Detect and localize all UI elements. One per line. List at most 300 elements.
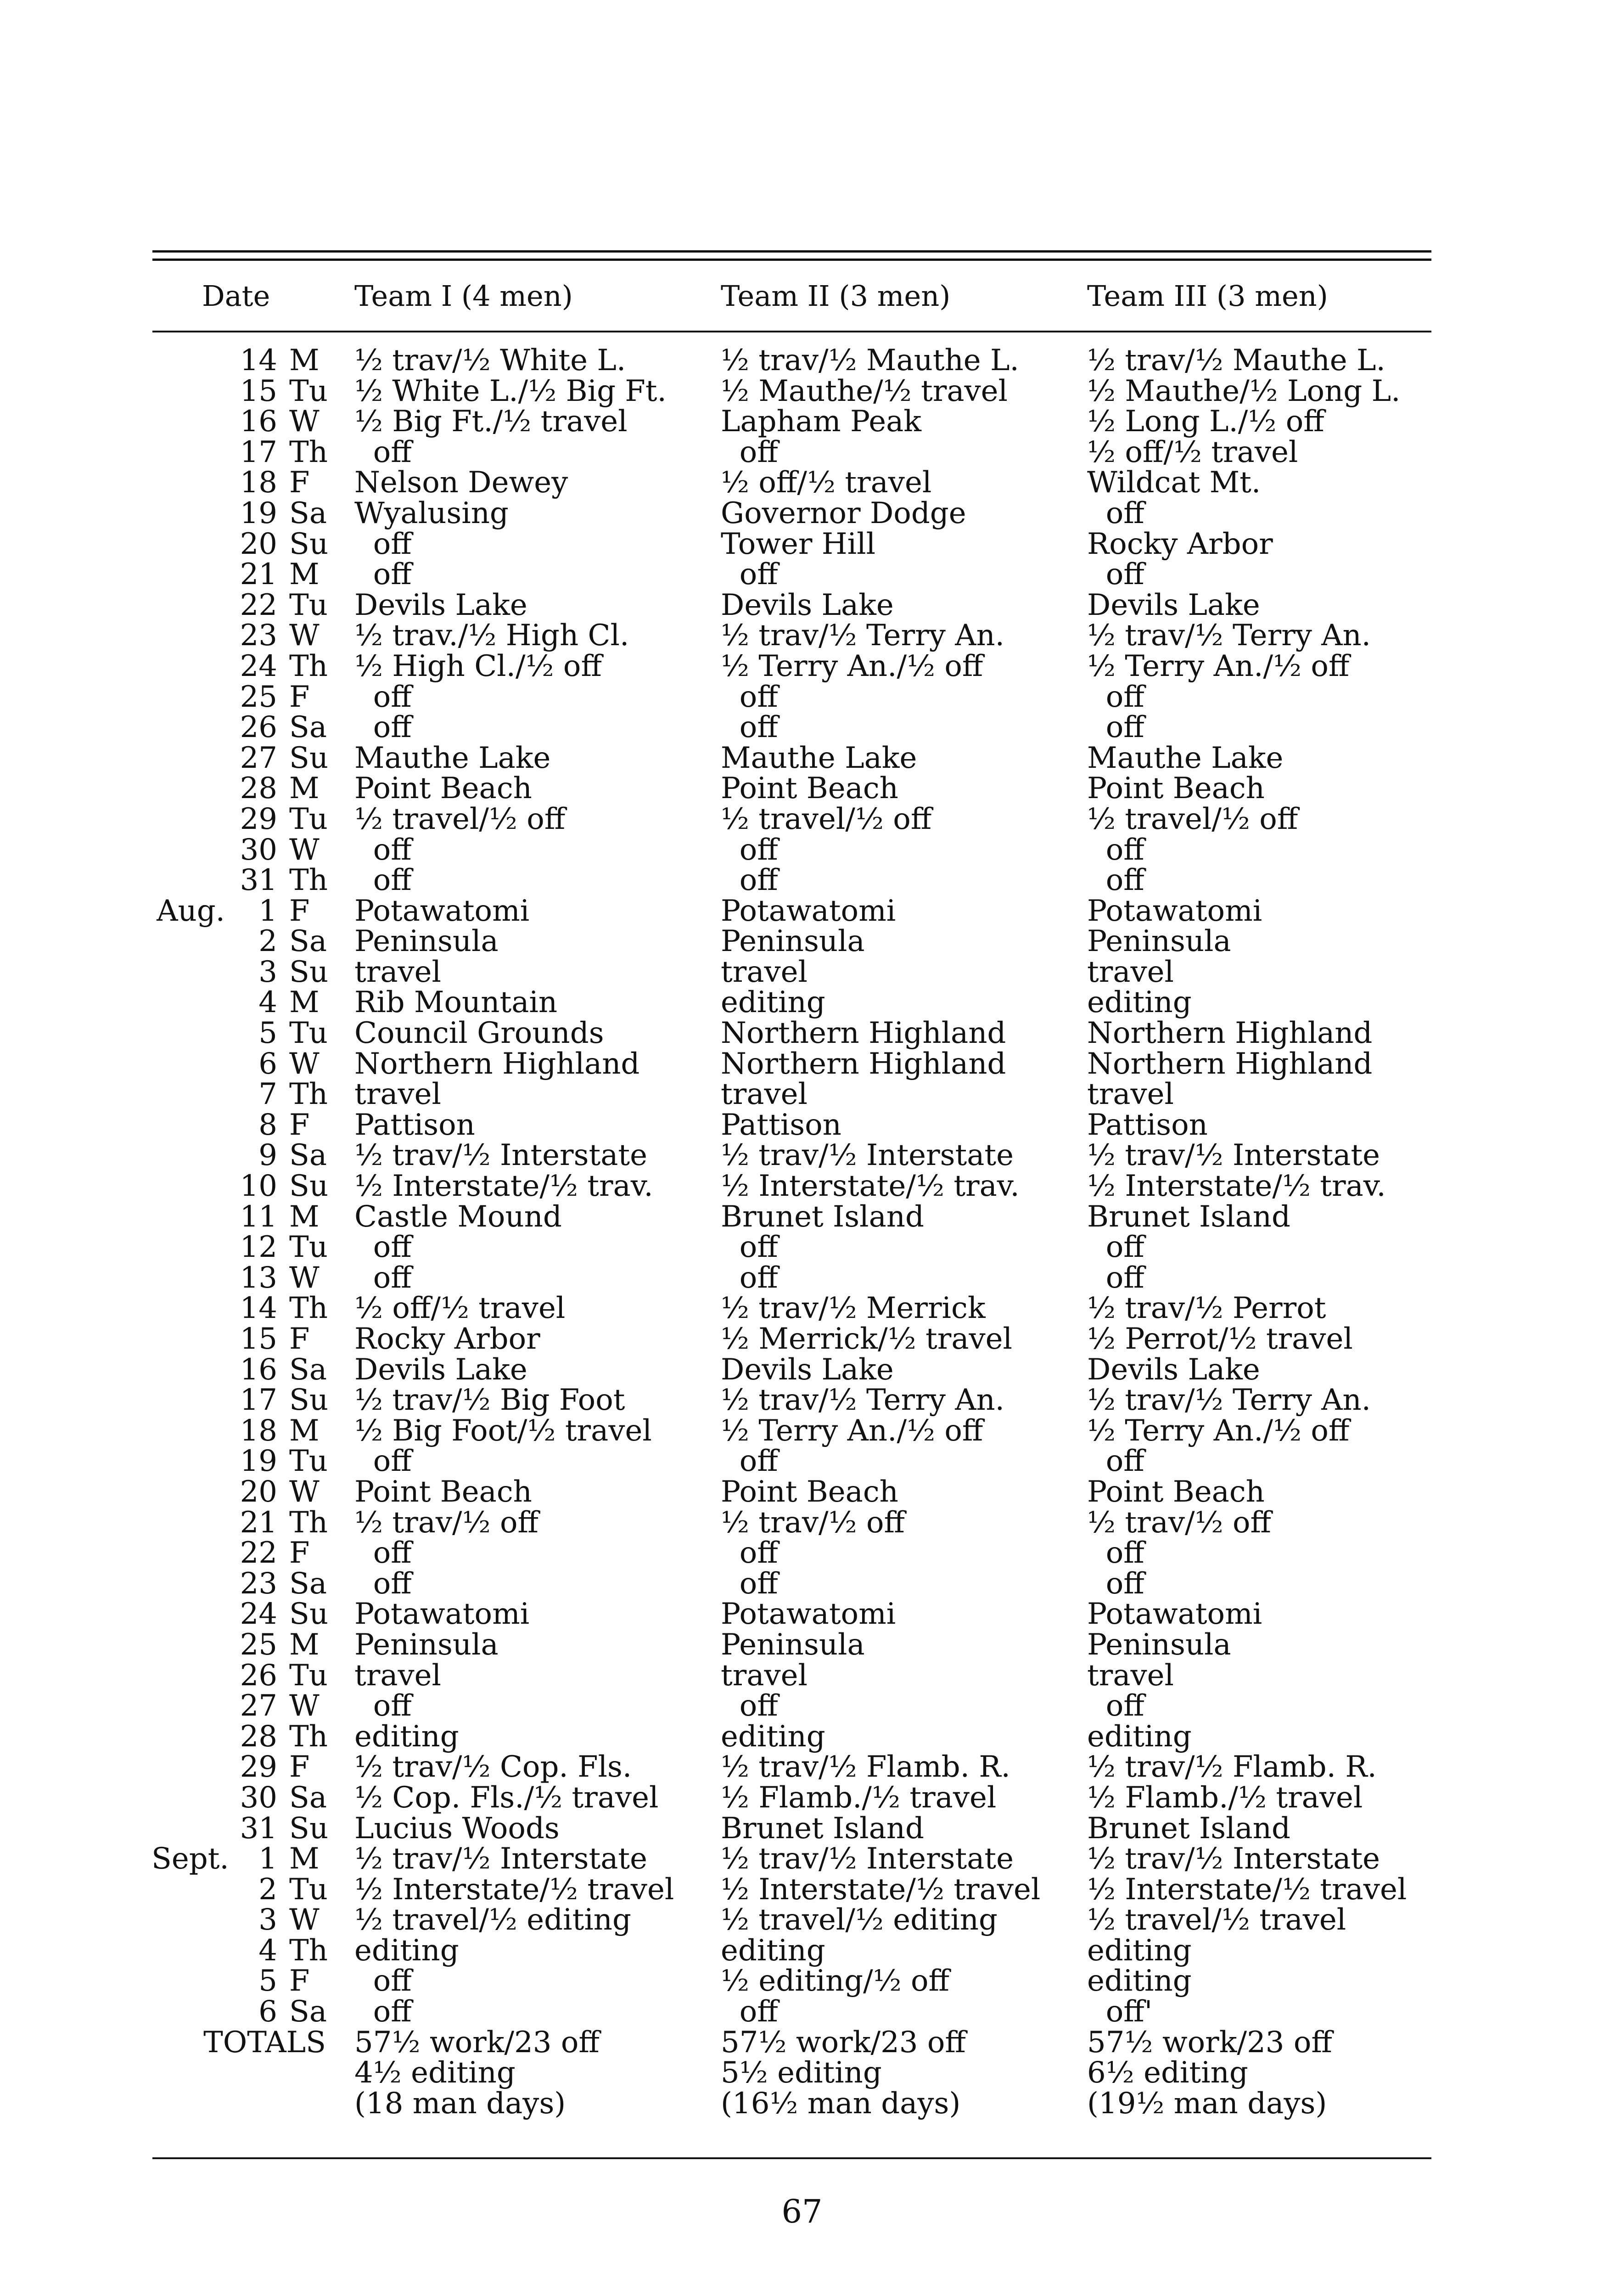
date-number: 30 (240, 833, 277, 867)
team-1-cell: editing (354, 1933, 459, 1968)
team-3-cell: off' (1087, 1995, 1153, 2029)
date-weekday: Th (289, 1933, 328, 1968)
team-1-cell: off (354, 1536, 412, 1570)
table-row (0, 529, 1604, 560)
date-number: 18 (240, 1413, 277, 1448)
date-weekday: W (289, 1689, 320, 1723)
date-weekday: Th (289, 1719, 328, 1754)
team-2-cell: off (721, 435, 778, 469)
team-3-cell: ½ trav/½ Terry An. (1087, 619, 1371, 653)
date-number: 16 (240, 405, 277, 439)
totals-t1-line: 57½ work/23 off (354, 2025, 600, 2060)
team-2-cell: off (721, 1689, 778, 1723)
team-2-cell: ½ Terry An./½ off (721, 1413, 983, 1448)
team-2-cell: ½ Terry An./½ off (721, 649, 983, 683)
table-row (0, 865, 1604, 896)
table-row (0, 1293, 1604, 1324)
team-1-cell: ½ trav/½ off (354, 1505, 538, 1540)
team-1-cell: travel (354, 1658, 441, 1693)
team-3-cell: travel (1087, 955, 1174, 989)
team-1-cell: travel (354, 955, 441, 989)
date-number: 28 (240, 1719, 277, 1754)
team-3-cell: Potawatomi (1087, 894, 1262, 928)
date-weekday: Tu (289, 374, 328, 408)
team-3-cell: ½ trav/½ Flamb. R. (1087, 1750, 1377, 1784)
team-2-cell: editing (721, 1933, 825, 1968)
totals-t3-line: 57½ work/23 off (1087, 2025, 1332, 2060)
table-row (0, 590, 1604, 621)
date-weekday: F (289, 1322, 310, 1356)
team-2-cell: off (721, 863, 778, 898)
date-number: 15 (240, 374, 277, 408)
team-3-cell: Point Beach (1087, 1474, 1265, 1509)
table-row (0, 1018, 1604, 1049)
date-weekday: Tu (289, 1444, 328, 1479)
table-row (0, 345, 1604, 376)
team-3-cell: Mauthe Lake (1087, 741, 1284, 775)
table-row (0, 1752, 1604, 1783)
date-weekday: Sa (289, 1780, 327, 1815)
date-number: 5 (258, 1016, 277, 1051)
team-2-cell: Tower Hill (721, 527, 876, 561)
date-number: 4 (258, 1933, 277, 1968)
team-3-cell: Peninsula (1087, 1627, 1231, 1662)
date-number: 17 (240, 1383, 277, 1418)
team-2-cell: Potawatomi (721, 1597, 896, 1632)
date-weekday: Sa (289, 1352, 327, 1387)
team-1-cell: ½ Interstate/½ travel (354, 1872, 674, 1907)
date-weekday: Su (289, 741, 329, 775)
team-1-cell: travel (354, 1077, 441, 1112)
date-weekday: Sa (289, 924, 327, 959)
team-3-cell: editing (1087, 1964, 1192, 1998)
team-2-cell: Pattison (721, 1108, 841, 1142)
table-row (0, 1966, 1604, 1997)
date-number: 25 (240, 1627, 277, 1662)
date-weekday: W (289, 1903, 320, 1937)
team-3-cell: Point Beach (1087, 771, 1265, 806)
team-2-cell: ½ Flamb./½ travel (721, 1780, 997, 1815)
team-3-cell: off (1087, 1261, 1144, 1295)
team-2-cell: off (721, 680, 778, 714)
date-weekday: Su (289, 1811, 329, 1846)
date-weekday: Tu (289, 588, 328, 622)
team-3-cell: Potawatomi (1087, 1597, 1262, 1632)
table-row (0, 467, 1604, 498)
team-1-cell: ½ trav/½ Big Foot (354, 1383, 625, 1418)
team-2-cell: travel (721, 1658, 808, 1693)
date-weekday: Su (289, 1383, 329, 1418)
date-number: 20 (240, 1474, 277, 1509)
table-row (0, 1199, 1604, 1234)
team-1-cell: ½ trav/½ White L. (354, 343, 626, 377)
team-1-cell: off (354, 1689, 412, 1723)
date-weekday: Sa (289, 1138, 327, 1173)
table-row (0, 1446, 1604, 1477)
date-weekday: Th (289, 863, 328, 898)
totals-t1-line: 4½ editing (354, 2056, 516, 2090)
team-3-cell: off (1087, 680, 1144, 714)
table-row (0, 1780, 1604, 1815)
team-1-cell: Potawatomi (354, 1597, 530, 1632)
table-row (0, 1813, 1604, 1844)
team-2-cell: ½ trav/½ Terry An. (721, 619, 1004, 653)
date-weekday: F (289, 680, 310, 714)
date-number: 26 (240, 710, 277, 745)
date-number: 14 (240, 343, 277, 377)
team-3-cell: off (1087, 1444, 1144, 1479)
date-weekday: F (289, 466, 310, 500)
header-rule (152, 331, 1431, 332)
team-3-cell: ½ Long L./½ off (1087, 405, 1324, 439)
date-weekday: W (289, 619, 320, 653)
team-3-cell: ½ Terry An./½ off (1087, 1413, 1350, 1448)
team-3-cell: Rocky Arbor (1087, 527, 1273, 561)
team-1-cell: off (354, 1261, 412, 1295)
date-weekday: Tu (289, 1658, 328, 1693)
team-1-cell: Mauthe Lake (354, 741, 551, 775)
table-row (0, 437, 1604, 468)
team-3-cell: ½ Mauthe/½ Long L. (1087, 374, 1401, 408)
date-weekday: M (289, 1627, 320, 1662)
team-2-cell: ½ editing/½ off (721, 1964, 949, 1998)
team-1-cell: editing (354, 1719, 459, 1754)
date-number: 14 (240, 1291, 277, 1326)
totals-label: TOTALS (203, 2025, 326, 2060)
team-2-cell: travel (721, 955, 808, 989)
table-row (0, 957, 1604, 988)
team-1-cell: Rib Mountain (354, 985, 558, 1020)
team-2-cell: editing (721, 1719, 825, 1754)
team-3-cell: Devils Lake (1087, 1352, 1260, 1387)
date-number: 22 (240, 588, 277, 622)
date-number: 10 (240, 1169, 277, 1204)
table-row (0, 651, 1604, 682)
table-row (0, 1079, 1604, 1110)
team-2-cell: Brunet Island (721, 1811, 924, 1846)
table-row (0, 804, 1604, 835)
table-row (0, 773, 1604, 804)
date-weekday: M (289, 771, 320, 806)
header-team-3: Team III (3 men) (1087, 279, 1328, 313)
table-row (0, 1538, 1604, 1569)
totals-t2-line: 57½ work/23 off (721, 2025, 966, 2060)
schedule-table-body (0, 345, 1604, 2119)
date-number: 16 (240, 1352, 277, 1387)
date-number: 15 (240, 1322, 277, 1356)
table-row (0, 1474, 1604, 1509)
date-number: 1 (258, 894, 277, 928)
team-3-cell: ½ off/½ travel (1087, 435, 1298, 469)
date-weekday: W (289, 1474, 320, 1509)
team-3-cell: ½ Perrot/½ travel (1087, 1322, 1353, 1356)
totals-t1-line: (18 man days) (354, 2086, 566, 2121)
team-1-cell: off (354, 1964, 412, 1998)
table-row (0, 712, 1604, 743)
team-2-cell: editing (721, 985, 825, 1020)
team-2-cell: Northern Highland (721, 1016, 1006, 1051)
team-2-cell: ½ trav/½ Interstate (721, 1138, 1014, 1173)
date-number: 24 (240, 649, 277, 683)
table-row (0, 1660, 1604, 1691)
team-1-cell: Lucius Woods (354, 1811, 560, 1846)
date-weekday: W (289, 1261, 320, 1295)
team-2-cell: ½ trav/½ off (721, 1505, 905, 1540)
team-3-cell: ½ travel/½ off (1087, 802, 1298, 836)
team-1-cell: ½ trav/½ Cop. Fls. (354, 1750, 632, 1784)
team-3-cell: ½ Interstate/½ travel (1087, 1872, 1407, 1907)
date-number: 31 (240, 863, 277, 898)
date-weekday: Su (289, 955, 329, 989)
table-row (0, 1232, 1604, 1263)
team-2-cell: Potawatomi (721, 894, 896, 928)
team-1-cell: Peninsula (354, 924, 499, 959)
date-number: 6 (258, 1995, 277, 2029)
team-1-cell: off (354, 680, 412, 714)
team-1-cell: ½ travel/½ editing (354, 1903, 631, 1937)
team-2-cell: travel (721, 1077, 808, 1112)
team-1-cell: Rocky Arbor (354, 1322, 540, 1356)
team-1-cell: ½ Big Ft./½ travel (354, 405, 628, 439)
date-number: 22 (240, 1536, 277, 1570)
date-number: 3 (258, 1903, 277, 1937)
table-row (0, 1905, 1604, 1936)
date-weekday: Su (289, 527, 329, 561)
team-2-cell: Peninsula (721, 1627, 865, 1662)
date-number: 9 (258, 1138, 277, 1173)
team-3-cell: editing (1087, 1933, 1192, 1968)
team-3-cell: travel (1087, 1658, 1174, 1693)
date-number: 31 (240, 1811, 277, 1846)
team-1-cell: off (354, 710, 412, 745)
team-3-cell: ½ Flamb./½ travel (1087, 1780, 1363, 1815)
date-number: 27 (240, 1689, 277, 1723)
date-weekday: Th (289, 1291, 328, 1326)
date-number: 2 (258, 1872, 277, 1907)
top-double-rule-upper (152, 250, 1431, 253)
team-1-cell: Wyalusing (354, 496, 509, 530)
team-1-cell: ½ trav/½ Interstate (354, 1138, 647, 1173)
table-row (0, 987, 1604, 1018)
date-weekday: Sa (289, 1566, 327, 1601)
team-2-cell: off (721, 833, 778, 867)
table-row (0, 1933, 1604, 1968)
table-row (0, 1599, 1604, 1630)
date-weekday: Th (289, 435, 328, 469)
header-date: Date (202, 279, 270, 313)
table-row (0, 835, 1604, 866)
team-2-cell: ½ trav/½ Merrick (721, 1291, 986, 1326)
table-row (0, 1049, 1604, 1080)
date-weekday: M (289, 985, 320, 1020)
team-3-cell: off (1087, 1230, 1144, 1265)
team-1-cell: ½ High Cl./½ off (354, 649, 602, 683)
team-2-cell: ½ trav/½ Flamb. R. (721, 1750, 1010, 1784)
team-2-cell: Lapham Peak (721, 405, 922, 439)
team-3-cell: off (1087, 833, 1144, 867)
date-weekday: Sa (289, 710, 327, 745)
team-1-cell: Devils Lake (354, 588, 527, 622)
team-3-cell: ½ trav/½ Interstate (1087, 1842, 1380, 1876)
team-2-cell: off (721, 1444, 778, 1479)
team-1-cell: Devils Lake (354, 1352, 527, 1387)
date-number: 29 (240, 802, 277, 836)
date-weekday: Sa (289, 496, 327, 530)
date-weekday: Tu (289, 1872, 328, 1907)
table-row (0, 620, 1604, 651)
date-weekday: Tu (289, 1016, 328, 1051)
date-number: 21 (240, 1505, 277, 1540)
team-3-cell: off (1087, 496, 1144, 530)
table-row (0, 682, 1604, 713)
table-row (0, 1385, 1604, 1416)
totals-t2-line: (16½ man days) (721, 2086, 961, 2121)
date-weekday: Su (289, 1597, 329, 1632)
team-2-cell: Devils Lake (721, 588, 894, 622)
team-3-cell: off (1087, 1689, 1144, 1723)
date-weekday: M (289, 1842, 320, 1876)
date-weekday: F (289, 894, 310, 928)
date-weekday: W (289, 405, 320, 439)
table-row (0, 896, 1604, 927)
date-weekday: W (289, 1047, 320, 1081)
team-1-cell: ½ trav/½ Interstate (354, 1842, 647, 1876)
team-1-cell: ½ trav./½ High Cl. (354, 619, 629, 653)
date-number: 12 (240, 1230, 277, 1265)
team-1-cell: off (354, 1444, 412, 1479)
team-1-cell: Peninsula (354, 1627, 499, 1662)
date-weekday: F (289, 1964, 310, 1998)
team-2-cell: Point Beach (721, 1474, 898, 1509)
totals-t3-line: 6½ editing (1087, 2056, 1248, 2090)
team-3-cell: Northern Highland (1087, 1047, 1373, 1081)
date-weekday: M (289, 343, 320, 377)
table-row (0, 1719, 1604, 1754)
team-3-cell: ½ trav/½ Terry An. (1087, 1383, 1371, 1418)
date-number: 6 (258, 1047, 277, 1081)
team-2-cell: off (721, 710, 778, 745)
totals-row (0, 2027, 1604, 2058)
date-number: 3 (258, 955, 277, 989)
team-2-cell: off (721, 1230, 778, 1265)
team-2-cell: Northern Highland (721, 1047, 1006, 1081)
team-3-cell: ½ trav/½ Perrot (1087, 1291, 1326, 1326)
team-3-cell: ½ trav/½ off (1087, 1505, 1271, 1540)
totals-row (0, 2058, 1604, 2088)
team-3-cell: ½ trav/½ Mauthe L. (1087, 343, 1385, 377)
top-double-rule-lower (152, 259, 1431, 261)
team-3-cell: editing (1087, 1719, 1192, 1754)
date-number: 30 (240, 1780, 277, 1815)
team-1-cell: ½ travel/½ off (354, 802, 566, 836)
team-1-cell: ½ off/½ travel (354, 1291, 566, 1326)
team-1-cell: off (354, 557, 412, 592)
table-header (0, 276, 1604, 321)
team-3-cell: ½ travel/½ travel (1087, 1903, 1346, 1937)
team-2-cell: ½ trav/½ Interstate (721, 1842, 1014, 1876)
team-2-cell: ½ Interstate/½ trav. (721, 1169, 1020, 1204)
team-2-cell: Peninsula (721, 924, 865, 959)
date-number: 18 (240, 466, 277, 500)
team-2-cell: ½ trav/½ Terry An. (721, 1383, 1004, 1418)
date-weekday: M (289, 1413, 320, 1448)
date-weekday: M (289, 557, 320, 592)
team-1-cell: Pattison (354, 1108, 475, 1142)
date-weekday: Sa (289, 1995, 327, 2029)
table-row (0, 926, 1604, 957)
date-weekday: F (289, 1750, 310, 1784)
team-1-cell: Point Beach (354, 771, 532, 806)
team-1-cell: ½ Interstate/½ trav. (354, 1169, 653, 1204)
date-weekday: Tu (289, 1230, 328, 1265)
header-team-2: Team II (3 men) (721, 279, 951, 313)
team-3-cell: ½ Interstate/½ trav. (1087, 1169, 1386, 1204)
table-row (0, 376, 1604, 407)
date-number: 13 (240, 1261, 277, 1295)
date-number: 29 (240, 1750, 277, 1784)
date-number: 5 (258, 1964, 277, 1998)
date-number: 17 (240, 435, 277, 469)
team-3-cell: Brunet Island (1087, 1811, 1290, 1846)
date-weekday: Th (289, 1505, 328, 1540)
date-number: 26 (240, 1658, 277, 1693)
table-row (0, 1505, 1604, 1540)
table-row (0, 559, 1604, 590)
date-number: 4 (258, 985, 277, 1020)
date-number: 1 (258, 1842, 277, 1876)
table-row (0, 1110, 1604, 1141)
date-weekday: F (289, 1536, 310, 1570)
team-1-cell: off (354, 435, 412, 469)
team-2-cell: off (721, 1995, 778, 2029)
team-1-cell: off (354, 863, 412, 898)
table-row (0, 1413, 1604, 1448)
table-row (0, 1263, 1604, 1294)
date-number: 23 (240, 1566, 277, 1601)
table-row (0, 1171, 1604, 1202)
table-row (0, 1324, 1604, 1355)
team-1-cell: ½ Big Foot/½ travel (354, 1413, 652, 1448)
table-row (0, 743, 1604, 774)
date-number: 23 (240, 619, 277, 653)
team-3-cell: ½ trav/½ Interstate (1087, 1138, 1380, 1173)
table-row (0, 1352, 1604, 1387)
team-1-cell: off (354, 527, 412, 561)
date-number: 8 (258, 1108, 277, 1142)
team-2-cell: off (721, 1566, 778, 1601)
date-number: 20 (240, 527, 277, 561)
team-2-cell: Point Beach (721, 771, 898, 806)
team-2-cell: off (721, 1261, 778, 1295)
date-weekday: F (289, 1108, 310, 1142)
team-3-cell: ½ Terry An./½ off (1087, 649, 1350, 683)
team-3-cell: travel (1087, 1077, 1174, 1112)
date-number: 25 (240, 680, 277, 714)
team-3-cell: Brunet Island (1087, 1199, 1290, 1234)
date-weekday: Su (289, 1169, 329, 1204)
table-row (0, 406, 1604, 437)
team-2-cell: ½ Interstate/½ travel (721, 1872, 1041, 1907)
date-number: 24 (240, 1597, 277, 1632)
team-1-cell: Potawatomi (354, 894, 530, 928)
team-2-cell: Mauthe Lake (721, 741, 917, 775)
team-2-cell: Devils Lake (721, 1352, 894, 1387)
date-number: 21 (240, 557, 277, 592)
date-number: 27 (240, 741, 277, 775)
bottom-rule (152, 2157, 1431, 2159)
team-2-cell: off (721, 557, 778, 592)
team-3-cell: Northern Highland (1087, 1016, 1373, 1051)
